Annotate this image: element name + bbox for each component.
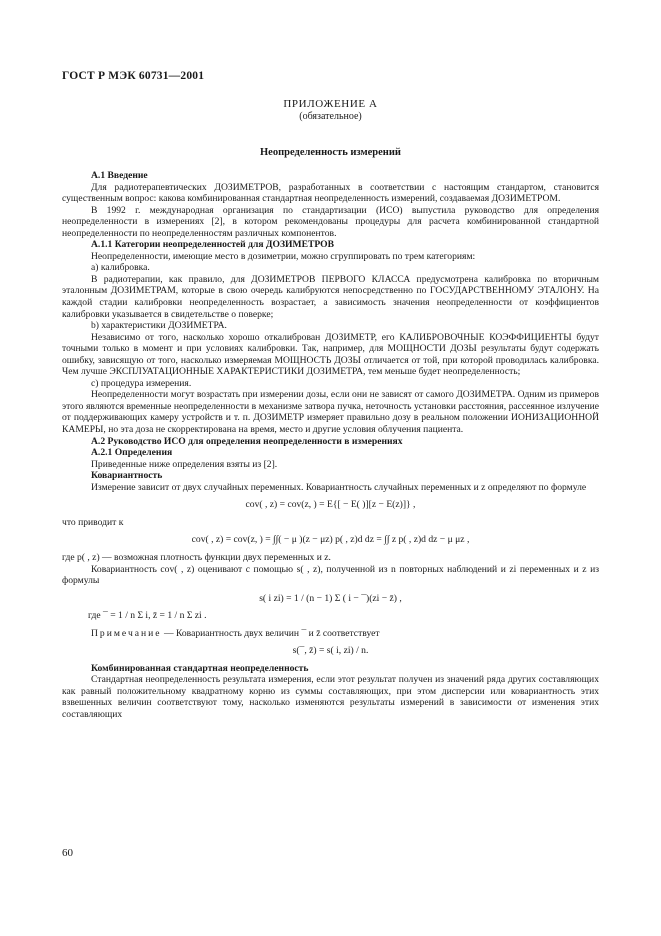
paragraph: Неопределенности, имеющие место в дозиметрии, можно сгруппировать по трем категориям:	[91, 250, 476, 262]
formula-covariance-definition: cov( , z) = cov(z, ) = E{[ − E( )][z − E(z)]} ,	[245, 499, 416, 511]
paragraph: Неопределенности могут возрастать при измерении дозы, если они не зависят от самого ДОЗИМЕТРА. Одним из примеров этого являются временные неопределенности в механизме затвора пучка, неточность установки расстояния, рассеянное излучение от поддерживающих камеру устройств и т. п. ДОЗИМЕТР измеряет правильно дозу в реальном положении ИОНИЗАЦИОННОЙ КАМЕРЫ, но эта доза не скорректирована на время, место и другие условия облучения пациента.	[62, 389, 599, 436]
formula-covariance-integral: cov( , z) = cov(z, ) = ∫∫( − μ )(z − μz) p( , z)d dz = ∫∫ z p( , z)d dz − μ μz ,	[191, 534, 470, 546]
page-number: 60	[62, 847, 73, 859]
heading-a1: А.1 Введение	[91, 170, 148, 181]
heading-a11: А.1.1 Категории неопределенностей для ДОЗИМЕТРОВ	[91, 239, 335, 251]
paragraph: где p( , z) — возможная плотность функции двух переменных и z.	[62, 551, 331, 563]
paragraph: Для радиотерапевтических ДОЗИМЕТРОВ, разработанных в соответствии с настоящим стандартом, становится существенным вопрос: какова комбинированная стандартная неопределенность измерений, создаваемая ДОЗИМЕТРОМ.	[62, 181, 599, 205]
list-item-b: b) характеристики ДОЗИМЕТРА.	[91, 320, 227, 332]
note	[62, 628, 599, 640]
paragraph: что приводит к	[62, 516, 124, 528]
formula-covariance-of-means: s(¯, z̄) = s( i, zi) / n.	[292, 645, 369, 657]
note-text: — Ковариантность двух величин ¯ и z̄ соответствует	[161, 627, 380, 639]
heading-combined-uncertainty: Комбинированная стандартная неопределенность	[91, 662, 309, 674]
paragraph: Независимо от того, насколько хорошо откалиброван ДОЗИМЕТР, его КАЛИБРОВОЧНЫЕ КОЭФФИЦИЕНТЫ будут точными только в момент и при условиях калибровки. Так, например, для МОЩНОСТИ ДОЗЫ результаты будут содержать ошибку, зависящую от того, насколько измеряемая МОЩНОСТЬ ДОЗЫ отличается от той, при которой проводилась калибровка. Чем лучше ЭКСПЛУАТАЦИОННЫЕ ХАРАКТЕРИСТИКИ ДОЗИМЕТРА, тем меньше будет неопределенность;	[62, 331, 599, 378]
appendix-subtitle: (обязательное)	[299, 111, 362, 122]
heading-a2: А.2 Руководство ИСО для определения неопределенности в измерениях	[91, 435, 403, 447]
document-body	[62, 170, 599, 721]
formula-means: где ¯ = 1 / n Σ i, z̄ = 1 / n Σ zi .	[88, 610, 207, 622]
paragraph: Стандартная неопределенность результата измерения, если этот результат получен из значений ряда других составляющих как равный положительному квадратному корню из суммы составляющих, при этом дисперсии или ковариантность этих взвешенных величин соответствуют тому, насколько изменяются результаты измерений в зависимости от изменения этих составляющих	[62, 674, 599, 720]
paragraph: Приведенные ниже определения взяты из [2].	[91, 458, 278, 470]
section-title: Неопределенность измерений	[260, 147, 401, 158]
paragraph: Ковариантность cov( , z) оценивают с помощью s( , z), полученной из n повторных наблюдений и zi переменных и z из формулы	[62, 563, 599, 587]
note-label: Примечание	[91, 627, 162, 639]
paragraph: В радиотерапии, как правило, для ДОЗИМЕТРОВ ПЕРВОГО КЛАССА предусмотрена калибровка по вторичным эталонным ДОЗИМЕТРАМ, которые в свою очередь калибруются непосредственно по ГОСУДАРСТВЕННОМУ ЭТАЛОНУ. На каждой стадии калибровки неопределенность возрастает, а зависимость значения неопределенности от коэффициентов калибровки указывается в свидетельстве о поверке;	[62, 273, 599, 320]
list-item-a: а) калибровка.	[91, 262, 150, 274]
formula-covariance-estimate: s( i zi) = 1 / (n − 1) Σ ( i − ¯)(zi − z̄) ,	[259, 592, 402, 604]
paragraph: Измерение зависит от двух случайных переменных. Ковариантность случайных переменных и z определяют по формуле	[91, 481, 587, 493]
list-item-c: c) процедура измерения.	[91, 377, 192, 389]
paragraph: В 1992 г. международная организация по стандартизации (ИСО) выпустила руководство для определения неопределенности в измерениях [2], в котором рекомендованы процедуры для расчета комбинированной стандартной неопределенности по неопределенностям различных компонентов.	[62, 204, 599, 239]
heading-covariance: Ковариантность	[91, 470, 163, 482]
document-header: ГОСТ Р МЭК 60731—2001	[62, 70, 205, 82]
heading-a21: А.2.1 Определения	[91, 447, 173, 459]
appendix-title: ПРИЛОЖЕНИЕ А	[283, 98, 378, 110]
